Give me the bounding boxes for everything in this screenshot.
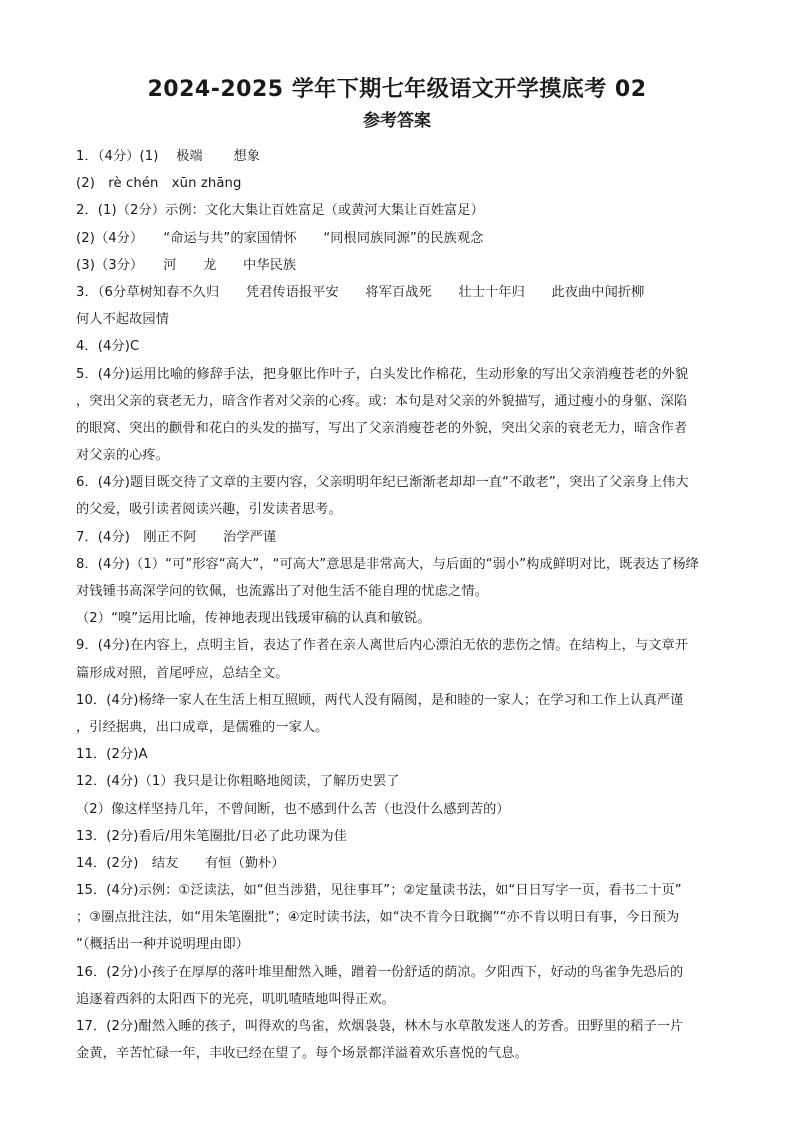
answer-line: 5．(4分)运用比喻的修辞手法，把身躯比作叶子，白头发比作棉花，生动形象的写出父亲消瘦苍老的外貌 — [76, 366, 689, 382]
answer-line: 对钱锺书高深学问的钦佩，也流露出了对他生活不能自理的忧虑之情。 — [76, 584, 488, 599]
answer-line: ；③圈点批注法，如“用朱笔圈批”；④定时读书法，如“决不肯今日耽搁”“亦不肯以明日有事，今日预为 — [76, 910, 680, 926]
answer-line: 对父亲的心疼。 — [76, 448, 170, 464]
answer-line: 的父爱，吸引读者阅读兴趣，引发读者思考。 — [76, 502, 342, 518]
answer-line: 16．(2分)小孩子在厚厚的落叶堆里酣然入睡，蹭着一份舒适的荫凉。夕阳西下，好动的鸟雀争先恐后的 — [76, 964, 684, 980]
answer-line: ，引经据典，出口成章，是儒雅的一家人。 — [76, 719, 329, 735]
answer-line: 4．(4分)C — [76, 339, 140, 355]
answer-line: 3．（6分草树知春不久归 凭君传语报平安 将军百战死 壮士十年归 此夜曲中闻折柳 — [76, 284, 645, 300]
answer-line: 7．(4分) 刚正不阿 治学严谨 — [76, 529, 277, 545]
answer-line: 11．(2分)A — [76, 747, 148, 763]
page-title: 2024-2025 学年下期七年级语文开学摸底考 02 — [147, 77, 647, 102]
answer-line: 篇形成对照，首尾呼应，总结全文。 — [76, 665, 289, 681]
answer-line: 金黄，辛苦忙碌一年，丰收已经在望了。每个场景都洋溢着欢乐喜悦的气息。 — [76, 1046, 528, 1062]
answer-line: ，突出父亲的衰老无力，暗含作者对父亲的心疼。或：本句是对父亲的外貌描写，通过瘦小的身躯、深陷 — [76, 393, 688, 409]
answer-line: 何人不起故园情 — [76, 312, 170, 328]
answer-line: 8．(4分)（1）“可”形容“高大”，“可高大”意思是非常高大，与后面的“弱小”构成鲜明对比，既表达了杨绛 — [76, 556, 699, 572]
answer-line: 14．(2分) 结友 有恒（勤朴） — [76, 855, 285, 871]
answer-line: 的眼窝、突出的颧骨和花白的头发的描写，写出了父亲消瘦苍老的外貌，突出父亲的衰老无力，暗含作者 — [76, 420, 688, 436]
answer-line: ”（概括出一种并说明理由即） — [76, 937, 250, 953]
answer-line: 12．(4分)（1）我只是让你粗略地阅读，了解历史罢了 — [76, 774, 400, 790]
answer-line: 1．（4分）(1) 极端 想象 — [76, 149, 261, 164]
answer-line: 17．(2分)酣然入睡的孩子，叫得欢的鸟雀，炊烟袅袅，林木与水草散发迷人的芳香。田野里的稻子一片 — [76, 1019, 684, 1034]
answer-line: (3)（3分） 河 龙 中华民族 — [76, 257, 297, 273]
answer-line: 10．(4分)杨绛一家人在生活上相互照顾，两代人没有隔阂，是和睦的一家人；在学习和工作上认真严谨 — [76, 692, 684, 708]
answer-line: 追逐着西斜的太阳西下的光亮，叽叽喳喳地叫得正欢。 — [76, 991, 395, 1007]
answer-line: 13．(2分)看后/用朱笔圈批/日必了此功课为佳 — [76, 828, 347, 844]
answer-list — [76, 143, 726, 1067]
answer-line: 9．(4分)在内容上，点明主旨，表达了作者在亲人离世后内心漂泊无依的悲伤之情。在结构上，与文章开 — [76, 638, 689, 654]
answer-line: (2)（4分） “命运与共”的家国情怀 “同根同族同源”的民族观念 — [76, 230, 484, 246]
page-subtitle: 参考答案 — [363, 111, 431, 131]
answer-line: （2）“嗅”运用比喻，传神地表现出钱瑗审稿的认真和敏锐。 — [76, 611, 431, 627]
answer-line: 2．(1)（2分）示例：文化大集让百姓富足（或黄河大集让百姓富足） — [76, 203, 485, 219]
answer-line: (2) rè chén xūn zhāng — [76, 176, 242, 192]
answer-line: 6．(4分)题目既交待了文章的主要内容，父亲明明年纪已渐渐老却却一直“不敢老”，突出了父亲身上伟大 — [76, 475, 689, 491]
answer-line: （2）像这样坚持几年，不曾间断，也不感到什么苦（也没什么感到苦的） — [76, 801, 510, 817]
answer-line: 15．(4分)示例：①泛读法，如“但当涉猎，见往事耳”；②定量读书法，如“日日写字一页，看书二十页” — [76, 883, 682, 899]
